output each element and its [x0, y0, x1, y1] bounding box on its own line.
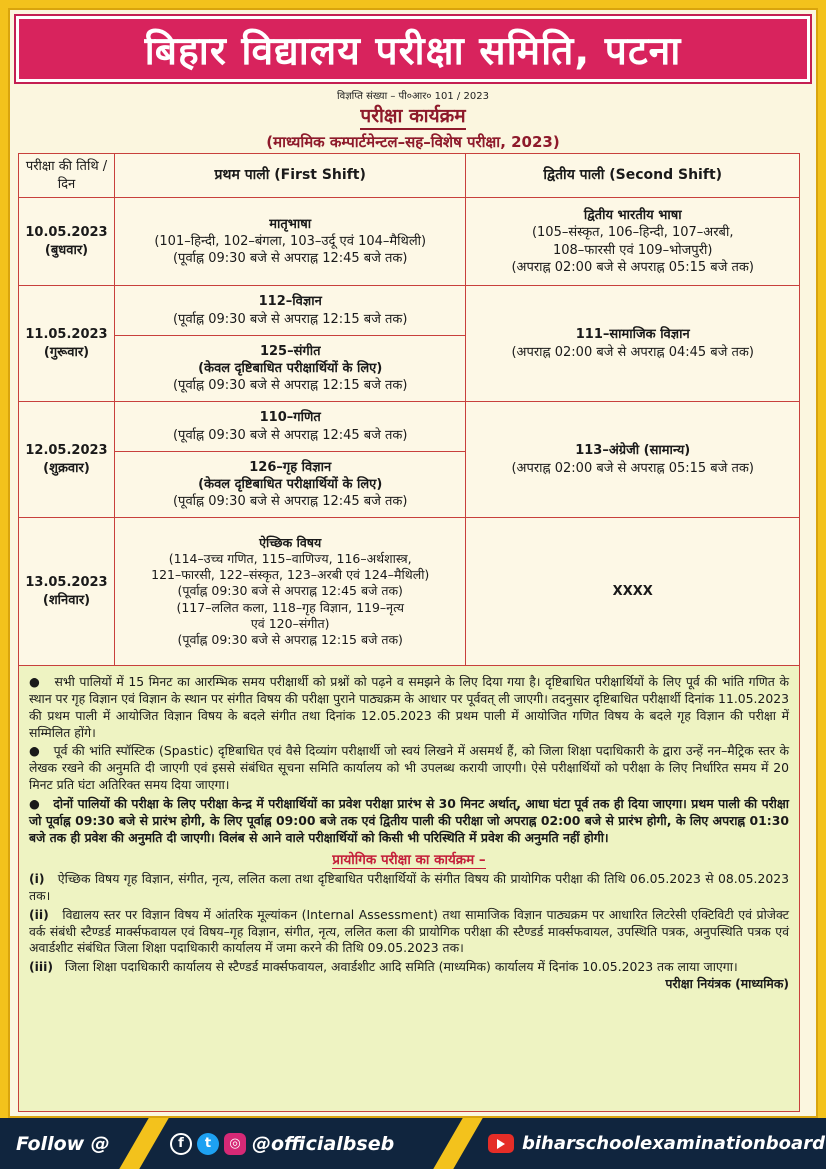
- notice-number: विज्ञप्ति संख्या – पी०आर० 101 / 2023: [337, 91, 489, 102]
- page-title: परीक्षा कार्यक्रम: [10, 102, 816, 128]
- note-item: ● सभी पालियों में 15 मिनट का आरम्भिक समय परीक्षार्थी को प्रश्नों को पढ़ने व समझने के लिए दिया गया है। दृष्टिबाधित परीक्षार्थियों के लिए पूर्व की भांति गणित के स्थान पर गृह विज्ञान एवं विज्ञान के स्थान पर संगीत विषय की परीक्षा पुराने पाठ्यक्रम के आधार पर पूर्ववत् ली जाएगी। तदनुसार दृष्टिबाधित परीक्षार्थी दिनांक 11.05.2023 की प्रथम पाली में आयोजित विज्ञान विषय के बदले संगीत तथा दिनांक 12.05.2023 की प्रथम पाली में आयोजित गणित विषय के बदले गृह विज्ञान की परीक्षा में सम्मिलित होंगे।: [29, 674, 789, 740]
- second-shift-cell: द्वितीय भारतीय भाषा (105–संस्कृत, 106–हिन्दी, 107–अरबी, 108–फारसी एवं 109–भोजपुरी) (अपराह्न 02:00 बजे से अपराह्न 05:15 बजे तक): [466, 198, 800, 286]
- col-header-first-shift: प्रथम पाली (First Shift): [114, 154, 465, 198]
- facebook-icon[interactable]: f: [170, 1133, 192, 1155]
- date-cell: 10.05.2023 (बुधवार): [19, 198, 115, 286]
- practical-item: (iii) जिला शिक्षा पदाधिकारी कार्यालय से स्टैण्डर्ड मार्क्सफवायल, अवार्डशीट आदि समिति (माध्यमिक) कार्यालय में दिनांक 10.05.2023 तक लाया जाएगा।: [29, 959, 738, 975]
- instagram-icon[interactable]: ◎: [224, 1133, 246, 1155]
- first-shift-cell: मातृभाषा (101–हिन्दी, 102–बंगला, 103–उर्दू एवं 104–मैथिली) (पूर्वाह्न 09:30 बजे से अपराह्न 12:45 बजे तक): [114, 198, 465, 286]
- date-cell: 11.05.2023 (गुरूवार): [19, 286, 115, 402]
- second-shift-cell: XXXX: [466, 518, 800, 666]
- note-item: ● दोनों पालियों की परीक्षा के लिए परीक्षा केन्द्र में परीक्षार्थियों का प्रवेश परीक्षा प्रारंभ से 30 मिनट अर्थात्, आधा घंटा पूर्व तक ही दिया जाएगा। प्रथम पाली की परीक्षा जो पूर्वाह्न 09:30 बजे से प्रारंभ होगी, के लिए पूर्वाह्न 09:00 बजे तक एवं द्वितीय पाली की परीक्षा जो अपराह्न 02:00 बजे से प्रारंभ होगी, के लिए अपराह्न 01:30 बजे तक ही प्रवेश की अनुमति दी जाएगी। विलंब से आने वाले परीक्षार्थियों को किसी भी परिस्थिति में प्रवेश की अनुमति नहीं होगी।: [29, 796, 789, 845]
- second-shift-cell: 111–सामाजिक विज्ञान (अपराह्न 02:00 बजे से अपराह्न 04:45 बजे तक): [466, 286, 800, 402]
- board-title: बिहार विद्यालय परीक्षा समिति, पटना: [144, 28, 682, 74]
- table-row: [19, 198, 800, 286]
- note-item: ● पूर्व की भांति स्पॉस्टिक (Spastic) दृष्टिबाधित एवं वैसे दिव्यांग परीक्षार्थी जो स्वयं लिखने में असमर्थ हैं, को जिला शिक्षा पदाधिकारी के द्वारा उन्हें नन–मैट्रिक स्तर के लेखक रखने की अनुमति दी जाएगी एवं इससे संबंधित सूचना समिति कार्यालय को भी उपलब्ध करायी जाएगी। ऐसे परीक्षार्थियों को परीक्षा के लिए निर्धारित समय में 20 मिनट प्रति घंटा अतिरिक्त समय दिया जाएगा।: [29, 743, 789, 793]
- practical-exam-heading: प्रायोगिक परीक्षा का कार्यक्रम –: [332, 851, 486, 868]
- social-handle[interactable]: @officialbseb: [252, 1132, 395, 1155]
- footer-bar: [0, 1118, 826, 1169]
- page-subtitle: (माध्यमिक कम्पार्टमेन्टल–सह–विशेष परीक्षा, 2023): [266, 133, 560, 151]
- social-icons: [170, 1133, 246, 1155]
- table-row: [19, 518, 800, 666]
- exam-schedule-table: [18, 153, 800, 666]
- practical-item: (i) ऐच्छिक विषय गृह विज्ञान, संगीत, नृत्य, ललित कला तथा दृष्टिबाधित परीक्षार्थियों के संगीत विषय की प्रायोगिक परीक्षा की तिथि 06.05.2023 से 08.05.2023 तक।: [29, 870, 789, 903]
- youtube-icon[interactable]: [488, 1134, 514, 1153]
- instructions-box: [18, 666, 800, 1112]
- table-row: [19, 402, 800, 452]
- first-shift-cell: 110–गणित (पूर्वाह्न 09:30 बजे से अपराह्न 12:45 बजे तक): [114, 402, 465, 452]
- youtube-channel[interactable]: biharschoolexaminationboard: [522, 1133, 825, 1154]
- twitter-icon[interactable]: t: [197, 1133, 219, 1155]
- date-cell: 12.05.2023 (शुक्रवार): [19, 402, 115, 518]
- first-shift-cell: 126–गृह विज्ञान (केवल दृष्टिबाधित परीक्षार्थियों के लिए) (पूर्वाह्न 09:30 बजे से अपराह्न 12:45 बजे तक): [114, 452, 465, 518]
- practical-item: (ii) विद्यालय स्तर पर विज्ञान विषय में आंतरिक मूल्यांकन (Internal Assessment) तथा सामाजिक विज्ञान पाठ्यक्रम पर आधारित लिटरेसी एक्टिविटी एवं प्रोजेक्ट वर्क संबंधी स्टैण्डर्ड मार्क्सफवायल एवं विषय–गृह विज्ञान, संगीत, नृत्य, ललित कला की प्रायोगिक परीक्षा की स्टैण्डर्ड मार्क्सफवायल, उपस्थिति पत्रक, अनुपस्थिति पत्रक एवं अवार्डशीट संबंधित जिला शिक्षा पदाधिकारी कार्यालय में जमा करने की तिथि 09.05.2023 तक।: [29, 906, 789, 956]
- date-cell: 13.05.2023 (शनिवार): [19, 518, 115, 666]
- signature: परीक्षा नियंत्रक (माध्यमिक): [665, 976, 789, 992]
- board-title-banner: [16, 16, 810, 82]
- col-header-date: परीक्षा की तिथि / दिन: [19, 154, 115, 198]
- second-shift-cell: 113–अंग्रेजी (सामान्य) (अपराह्न 02:00 बजे से अपराह्न 05:15 बजे तक): [466, 402, 800, 518]
- col-header-second-shift: द्वितीय पाली (Second Shift): [466, 154, 800, 198]
- follow-label: Follow @: [16, 1132, 110, 1155]
- table-row: [19, 286, 800, 336]
- first-shift-cell: 112–विज्ञान (पूर्वाह्न 09:30 बजे से अपराह्न 12:15 बजे तक): [114, 286, 465, 336]
- first-shift-cell: ऐच्छिक विषय (114–उच्च गणित, 115–वाणिज्य, 116–अर्थशास्त्र, 121–फारसी, 122–संस्कृत, 123–अरबी एवं 124–मैथिली) (पूर्वाह्न 09:30 बजे से अपराह्न 12:45 बजे तक) (117–ललित कला, 118–गृह विज्ञान, 119–नृत्य एवं 120–संगीत) (पूर्वाह्न 09:30 बजे से अपराह्न 12:15 बजे तक): [114, 518, 465, 666]
- table-header-row: [19, 154, 800, 198]
- first-shift-cell: 125–संगीत (केवल दृष्टिबाधित परीक्षार्थियों के लिए) (पूर्वाह्न 09:30 बजे से अपराह्न 12:15 बजे तक): [114, 336, 465, 402]
